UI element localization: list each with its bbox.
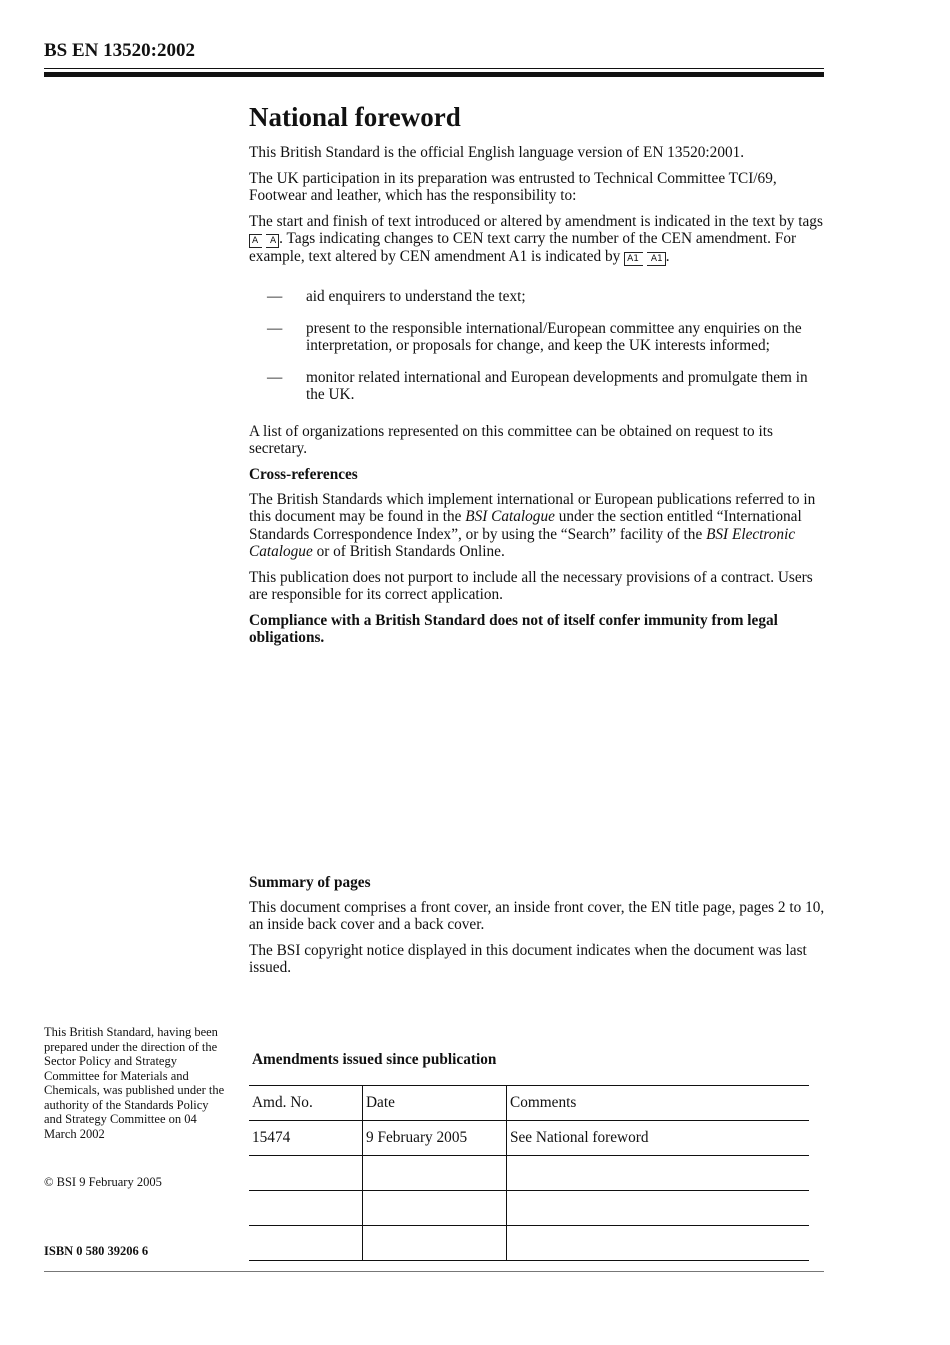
table-cell [363, 1156, 507, 1191]
table-cell: See National foreword [507, 1121, 810, 1156]
dash: — [267, 288, 283, 305]
amendment-close-tag-icon: A [266, 234, 279, 248]
list-item [249, 369, 827, 404]
amendments-title: Amendments issued since publication [252, 1051, 497, 1068]
column-header-comments: Comments [507, 1086, 810, 1121]
responsibility-list [249, 288, 827, 404]
table-cell [507, 1156, 810, 1191]
cross-references-heading: Cross-references [249, 465, 358, 483]
table-cell [249, 1156, 363, 1191]
isbn: ISBN 0 580 39206 6 [44, 1244, 149, 1258]
amendments-table [249, 1085, 809, 1261]
amendment-text-b: . Tags indicating changes to CEN text carry the number of the CEN amendment. For example, text altered by CEN amendment A1 is indicated by [249, 230, 797, 265]
list-item-text: present to the responsible international/European committee any enquiries on the interpretation, or proposals for change, and keep the UK interests informed; [306, 319, 802, 354]
column-header-date: Date [363, 1086, 507, 1121]
table-row [249, 1156, 809, 1191]
amendment-text-a: The start and finish of text introduced or altered by amendment is indicated in the text by tags [249, 212, 823, 230]
summary-paragraph-1: This document comprises a front cover, an inside front cover, the EN title page, pages 2 to 10, an inside back cover and a back cover. [249, 898, 825, 933]
summary-of-pages [249, 874, 827, 985]
table-row [249, 1191, 809, 1226]
table-cell [507, 1226, 810, 1261]
national-foreword [249, 100, 827, 655]
table-cell: 15474 [249, 1121, 363, 1156]
xref-text-b: under the section entitled “International Standards Correspondence Index”, or by using the “Search” facility of the [249, 508, 802, 543]
xref-text-c: or of British Standards Online. [312, 543, 505, 560]
publication-note: This British Standard, having been prepared under the direction of the Sector Policy and Strategy Committee for Materials and Chemicals, was published under the authority of the Standards Policy and Strategy Committee on 04 March 2002 [44, 1025, 225, 1141]
bsi-catalogue: BSI Catalogue [465, 508, 555, 525]
a1-close-tag-icon: A1 [647, 252, 666, 266]
list-item [249, 320, 827, 355]
table-cell [507, 1191, 810, 1226]
footer-rule [44, 1271, 824, 1272]
summary-heading: Summary of pages [249, 874, 371, 891]
table-header-row [249, 1086, 809, 1121]
amendment-open-tag-icon: A [249, 234, 262, 248]
list-item [249, 288, 827, 306]
column-header-amd-no: Amd. No. [249, 1086, 363, 1121]
compliance-statement: Compliance with a British Standard does not of itself confer immunity from legal obligations. [249, 611, 778, 646]
foreword-paragraph-2: The UK participation in its preparation was entrusted to Technical Committee TCI/69, Footwear and leather, which has the responsibility to: [249, 169, 777, 204]
table-row [249, 1226, 809, 1261]
a1-open-tag-icon: A1 [624, 252, 643, 266]
summary-paragraph-2: The BSI copyright notice displayed in this document indicates when the document was last issued. [249, 941, 807, 976]
table-cell [363, 1226, 507, 1261]
foreword-amendment-paragraph [249, 213, 827, 267]
amendment-text-c: . [665, 248, 670, 265]
table-cell [363, 1191, 507, 1226]
list-item-text: monitor related international and European developments and promulgate them in the UK. [306, 368, 808, 403]
cross-references-paragraph [249, 491, 827, 561]
dash: — [267, 319, 283, 337]
provisions-paragraph: This publication does not purport to include all the necessary provisions of a contract. Users are responsible for its correct application. [249, 568, 813, 603]
table-cell [249, 1191, 363, 1226]
foreword-paragraph-1: This British Standard is the official English language version of EN 13520:2001. [249, 144, 745, 161]
header-rule-thin [44, 68, 824, 69]
xref-text-a: The British Standards which implement international or European publications referred to in this document may be found in the [249, 490, 816, 525]
table-cell: 9 February 2005 [363, 1121, 507, 1156]
table-cell [249, 1226, 363, 1261]
foreword-title: National foreword [249, 102, 461, 132]
header-rule-thick [44, 72, 824, 77]
list-item-text: aid enquirers to understand the text; [306, 288, 526, 305]
document-number: BS EN 13520:2002 [44, 40, 195, 61]
committee-paragraph: A list of organizations represented on this committee can be obtained on request to its secretary. [249, 422, 773, 457]
dash: — [267, 368, 283, 386]
table-row [249, 1121, 809, 1156]
bsi-electronic-catalogue: BSI Electronic Catalogue [249, 525, 796, 560]
copyright-notice: © BSI 9 February 2005 [44, 1175, 162, 1189]
